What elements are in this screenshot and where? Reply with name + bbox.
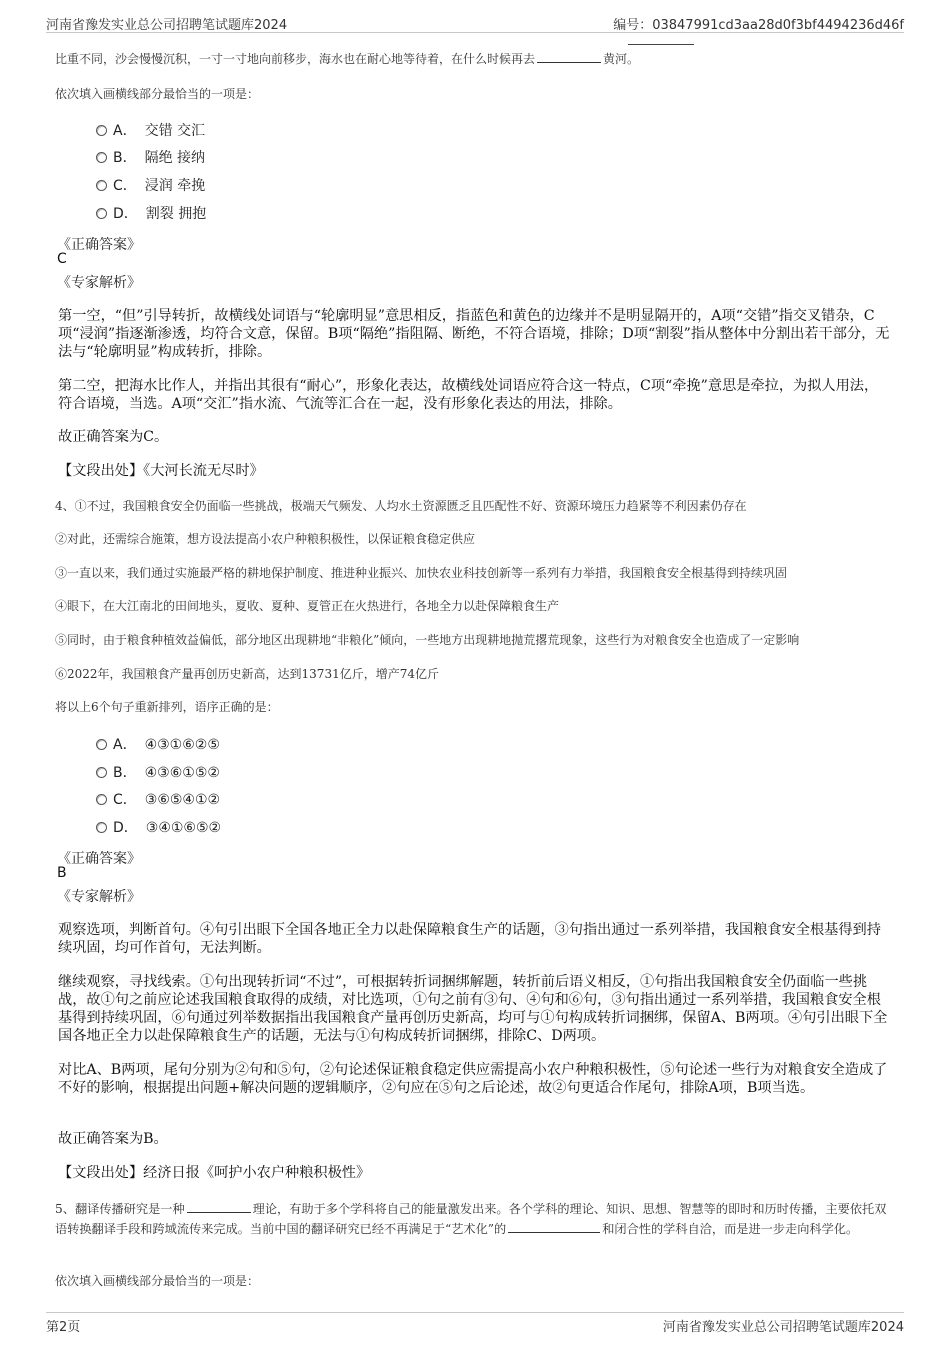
radio-icon[interactable]	[96, 125, 107, 136]
q4-sentence-6: ⑥2022年，我国粮食产量再创历史新高，达到13731亿斤，增产74亿斤	[55, 667, 439, 681]
document-code: 编号：03847991cd3aa28d0f3bf4494236d46f	[613, 18, 904, 33]
q4-analysis-1: 观察选项，判断首句。④句引出眼下全国各地正全力以赴保障粮食生产的话题，③句指出通过一系列举措，我国粮食安全根基得到持续巩固，均可作首句，无法判断。	[58, 922, 881, 956]
radio-icon[interactable]	[96, 208, 107, 219]
q4-analysis-2: 继续观察，寻找线索。①句出现转折词“不过”，可根据转折词捆绑解题，转折前后语义相反，①句指出我国粮食安全仍面临一些挑战，故①句之前应论述我国粮食取得的成绩，对比选项，①句之前有③句、④句和⑥句，③句指出通过一系列举措，我国粮食安全根基得到持续巩固，⑥句通过列举数据指出我国粮食产量再创历史新高，均可与①句构成转折词捆绑，保留A、B两项。④句引出眼下全国各地正全力以赴保障粮食生产的话题，无法与①句构成转折词捆绑，排除C、D两项。	[58, 974, 888, 1044]
q4-answer-label: 《正确答案》	[57, 851, 141, 867]
q4-option-b[interactable]	[96, 762, 220, 782]
q4-option-a[interactable]	[96, 734, 220, 754]
radio-icon[interactable]	[96, 180, 107, 191]
option-text: 交错 交汇	[144, 123, 206, 139]
fill-blank	[187, 1201, 251, 1213]
option-label: D．	[113, 820, 138, 836]
q4-sentence-5: ⑤同时，由于粮食种植效益偏低，部分地区出现耕地“非粮化”倾向，一些地方出现耕地抛荒撂荒现象，这些行为对粮食安全也造成了一定影响	[55, 633, 800, 647]
option-label: C．	[113, 178, 137, 194]
q3-option-d[interactable]	[96, 203, 206, 223]
q5-text-1: 5、翻译传播研究是一种	[55, 1202, 185, 1216]
radio-icon[interactable]	[96, 152, 107, 163]
option-label: A．	[113, 123, 137, 139]
q3-answer-label: 《正确答案》	[57, 237, 141, 253]
q4-sentence-1: 4、①不过，我国粮食安全仍面临一些挑战，极端天气频发、人均水土资源匮乏且匹配性不好、资源环境压力趋紧等不利因素仍存在	[55, 499, 747, 513]
page-footer	[46, 1313, 904, 1335]
q3-passage-tail	[55, 50, 639, 67]
option-text: ④③①⑥②⑤	[144, 737, 220, 753]
option-label: C．	[113, 792, 137, 808]
q3-passage-end: 黄河。	[603, 52, 640, 66]
q4-option-c[interactable]	[96, 789, 220, 809]
q4-analysis-label: 《专家解析》	[57, 889, 141, 905]
page-number: 第2页	[46, 1320, 81, 1335]
q3-passage-text: 比重不同，沙会慢慢沉积，一寸一寸地向前移步，海水也在耐心地等待着，在什么时候再去	[55, 52, 536, 66]
q3-option-b[interactable]	[96, 147, 205, 167]
option-text: 浸润 牵挽	[144, 178, 206, 194]
option-label: A．	[113, 737, 137, 753]
q3-analysis-2: 第二空，把海水比作人，并指出其很有“耐心”，形象化表达，故横线处词语应符合这一特点，C项“牵挽”意思是牵拉，为拟人用法，符合语境，当选。A项“交汇”指水流、气流等汇合在一起，没有形象化表达的用法，排除。	[58, 378, 879, 412]
q5-prompt: 依次填入画横线部分最恰当的一项是：	[55, 1274, 260, 1288]
option-text: ④③⑥①⑤②	[144, 765, 220, 781]
radio-icon[interactable]	[96, 739, 107, 750]
option-text: ③④①⑥⑤②	[145, 820, 222, 836]
q4-answer: B	[57, 865, 67, 881]
q5-text-3: 和闭合性的学科自洽，而是进一步走向科学化。	[602, 1222, 859, 1236]
q3-prompt: 依次填入画横线部分最恰当的一项是：	[55, 87, 260, 101]
q5-text-2: 理论，有助于多个学科将自己的能量激发出来。各个学科的理论、知识、思想、智慧等的即时和历时传播，主要依托双语转换翻译手段和跨域流传来完成。当前中国的翻译研究已经不再满足于“艺术化”的	[55, 1202, 887, 1236]
q3-option-a[interactable]	[96, 120, 205, 140]
q4-analysis-3: 对比A、B两项，尾句分别为②句和⑤句，②句论述保证粮食稳定供应需提高小农户种粮积极性，⑤句论述一些行为对粮食安全造成了不好的影响，根据提出问题+解决问题的逻辑顺序，②句应在⑤句之后论述，故②句更适合作尾句，排除A项，B项当选。	[58, 1062, 888, 1096]
q3-analysis-1: 第一空，“但”引导转折，故横线处词语与“轮廓明显”意思相反，指蓝色和黄色的边缘并不是明显隔开的，A项“交错”指交叉错杂，C项“浸润”指逐渐渗透，均符合文意，保留。B项“隔绝”指阻隔、断绝，不符合语境，排除；D项“割裂”指从整体中分割出若干部分，无法与“轮廓明显”构成转折，排除。	[58, 308, 890, 360]
q5-passage	[55, 1199, 895, 1239]
option-label: B．	[113, 150, 137, 166]
q4-option-d[interactable]	[96, 817, 221, 837]
option-text: 隔绝 接纳	[144, 150, 206, 166]
fill-blank	[537, 51, 601, 63]
q3-answer: C	[57, 251, 67, 267]
q4-analysis-4: 故正确答案为B。	[58, 1131, 168, 1147]
header-title: 河南省豫发实业总公司招聘笔试题库2024	[46, 18, 288, 33]
option-text: 割裂 拥抱	[145, 206, 207, 222]
radio-icon[interactable]	[96, 794, 107, 805]
q3-source: 【文段出处】《大河长流无尽时》	[58, 463, 264, 479]
option-text: ③⑥⑤④①②	[144, 792, 221, 808]
radio-icon[interactable]	[96, 822, 107, 833]
page-header	[46, 10, 904, 32]
q4-sentence-2: ②对此，还需综合施策，想方设法提高小农户种粮积极性，以保证粮食稳定供应	[55, 532, 476, 546]
fill-blank	[508, 1221, 600, 1233]
q4-source: 【文段出处】经济日报《呵护小农户种粮积极性》	[58, 1165, 371, 1181]
header-divider	[46, 32, 904, 33]
option-label: B．	[113, 765, 137, 781]
q4-prompt: 将以上6个句子重新排列，语序正确的是：	[55, 700, 279, 714]
option-label: D．	[113, 206, 138, 222]
q4-sentence-4: ④眼下，在大江南北的田间地头，夏收、夏种、夏管正在火热进行，各地全力以赴保障粮食生产	[55, 599, 560, 613]
footer-title: 河南省豫发实业总公司招聘笔试题库2024	[662, 1320, 904, 1335]
q3-analysis-label: 《专家解析》	[57, 275, 141, 291]
radio-icon[interactable]	[96, 767, 107, 778]
q4-sentence-3: ③一直以来，我们通过实施最严格的耕地保护制度、推进种业振兴、加快农业科技创新等一系列有力举措，我国粮食安全根基得到持续巩固	[55, 566, 788, 580]
header-underline	[628, 44, 694, 45]
q3-option-c[interactable]	[96, 175, 205, 195]
q3-analysis-3: 故正确答案为C。	[58, 429, 169, 445]
